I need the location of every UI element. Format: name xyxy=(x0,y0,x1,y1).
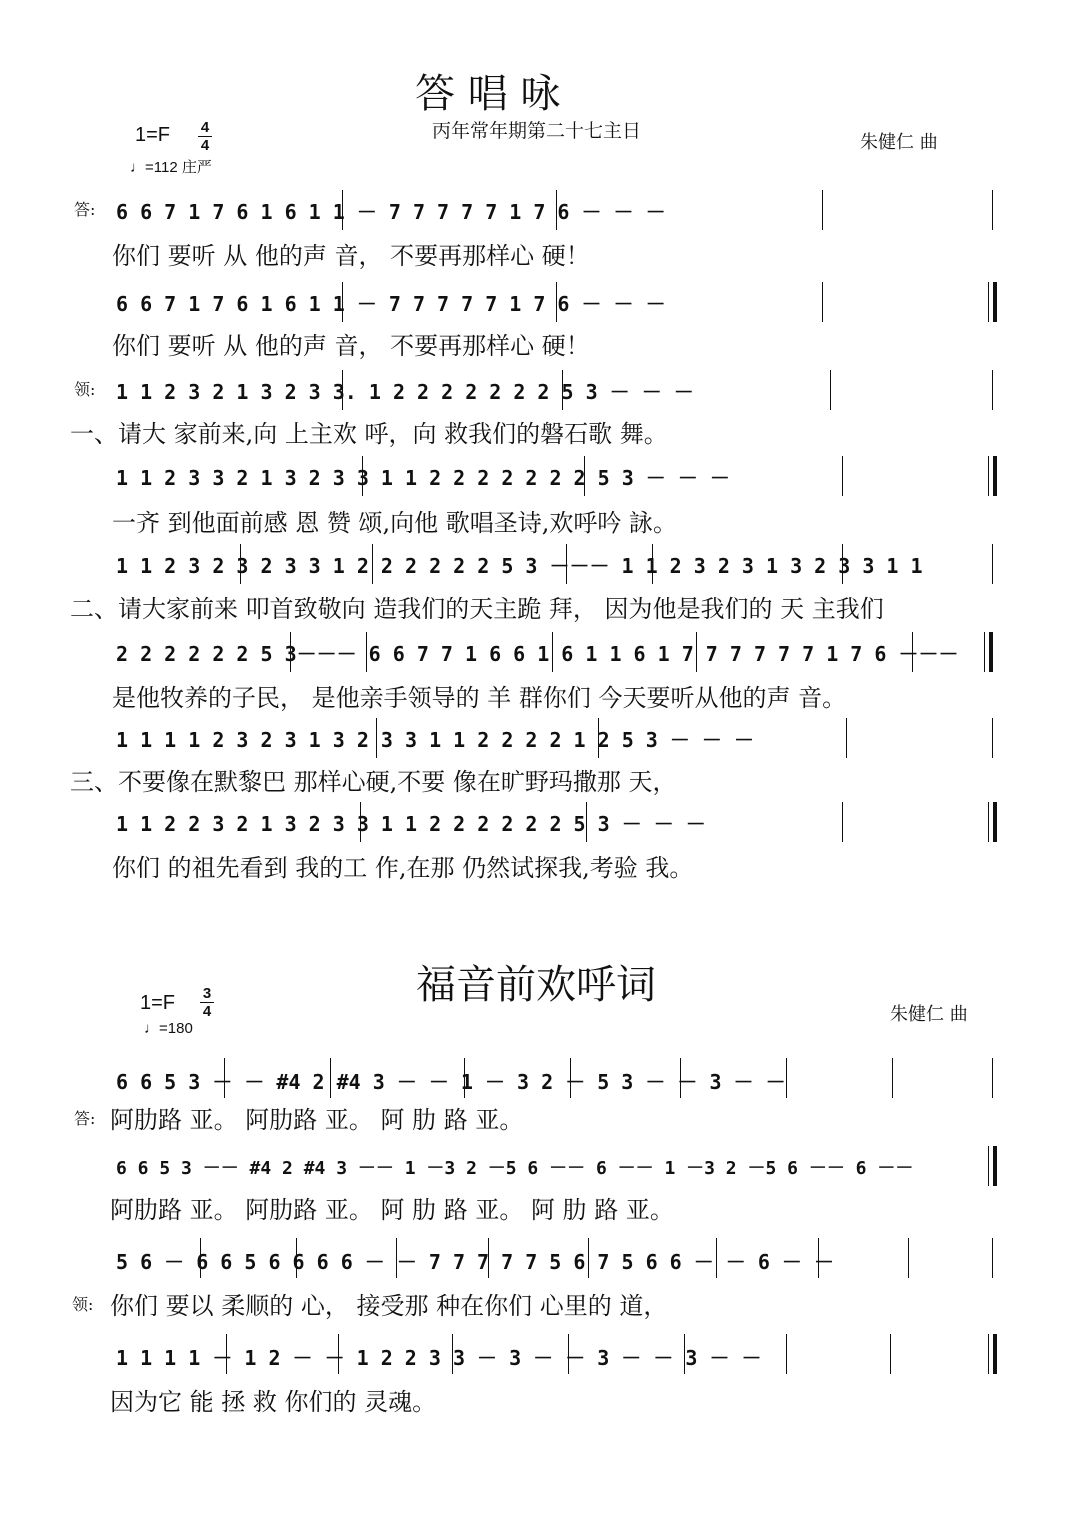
song1-key: 1=F xyxy=(135,124,171,146)
song1-composer: 朱健仁 曲 xyxy=(860,132,938,153)
lyric-line: 是他牧养的子民， 是他亲手领导的 羊 群你们 今天要听从他的声 音。 xyxy=(112,684,847,712)
lyric-line: 三、不要像在默黎巴 那样心硬,不要 像在旷野玛撒那 天， xyxy=(70,768,677,796)
notation-line: 5 6 － 6 6 5 6 6 6 6 － － 7 7 7 7 7 5 6 7 5 6 6 － － 6 － － xyxy=(116,1250,834,1274)
song1-tempo: ♩=112 庄严 xyxy=(130,159,212,176)
notation-line: 6 6 5 3 － － #4 2 #4 3 － － 1 － 3 2 － 5 3 － － 3 － － xyxy=(116,1070,786,1094)
notation-line: 1 1 2 3 3 2 1 3 2 3 3 1 1 2 2 2 2 2 2 2 5 3 － － － xyxy=(116,466,730,490)
lyric-line: 你们 要听 从 他的声 音， 不要再那样心 硬！ xyxy=(112,332,590,360)
notation-line: 2 2 2 2 2 2 5 3－－－ 6 6 7 7 1 6 6 1 6 1 1 6 1 7 7 7 7 7 7 1 7 6 －－－ xyxy=(116,642,959,666)
song1-time-signature xyxy=(198,120,212,153)
lyric-line: 一齐 到他面前感 恩 赞 颂,向他 歌唱圣诗,欢呼吟 詠。 xyxy=(112,509,678,537)
notation-line: 6 6 5 3 －－ #4 2 #4 3 －－ 1 －3 2 －5 6 －－ 6 －－ 1 －3 2 －5 6 －－ 6 －－ xyxy=(116,1158,914,1179)
notation-line: 1 1 2 3 2 1 3 2 3 3. 1 2 2 2 2 2 2 2 5 3 － － － xyxy=(116,380,694,404)
row-label: 答: xyxy=(74,1109,96,1128)
row-label: 领: xyxy=(74,380,96,399)
lyric-line: 你们 的祖先看到 我的工 作,在那 仍然试探我,考验 我。 xyxy=(112,854,694,882)
song2-time-top: 3 xyxy=(202,985,212,1002)
notation-line: 1 1 1 1 － 1 2 － － 1 2 2 3 3 － 3 － － 3 － － 3 － － xyxy=(116,1346,762,1370)
song2-title: 福音前欢呼词 xyxy=(416,962,656,1008)
lyric-line: 一、请大 家前来,向 上主欢 呼，向 救我们的磐石歌 舞。 xyxy=(70,420,668,448)
lyric-line: 阿肋路 亚。 阿肋路 亚。 阿 肋 路 亚。 阿 肋 路 亚。 xyxy=(110,1196,674,1224)
lyric-line: 你们 要听 从 他的声 音， 不要再那样心 硬！ xyxy=(112,242,590,270)
notation-line: 6 6 7 1 7 6 1 6 1 1 － 7 7 7 7 7 1 7 6 － － － xyxy=(116,292,666,316)
lyric-line: 你们 要以 柔顺的 心， 接受那 种在你们 心里的 道， xyxy=(110,1292,668,1320)
lyric-line: 二、请大家前来 叩首致敬向 造我们的天主跪 拜， 因为他是我们的 天 主我们 xyxy=(70,595,884,623)
notation-line: 1 1 2 3 2 3 2 3 3 1 2 2 2 2 2 2 5 3 －－－ 1 1 2 3 2 3 1 3 2 3 3 1 1 xyxy=(116,554,923,578)
lyric-line: 因为它 能 拯 救 你们的 灵魂。 xyxy=(110,1388,437,1416)
song1-time-bottom: 4 xyxy=(200,137,210,154)
song2-time-bottom: 4 xyxy=(202,1003,212,1020)
song2-key: 1=F xyxy=(140,992,176,1014)
song2-time-signature xyxy=(200,986,214,1019)
notation-line: 6 6 7 1 7 6 1 6 1 1 － 7 7 7 7 7 1 7 6 － － － xyxy=(116,200,666,224)
lyric-line: 阿肋路 亚。 阿肋路 亚。 阿 肋 路 亚。 xyxy=(110,1106,524,1134)
song1-subtitle: 丙年常年期第二十七主日 xyxy=(432,120,642,142)
song2-tempo: ♩=180 xyxy=(144,1020,193,1037)
song2-composer: 朱健仁 曲 xyxy=(890,1004,968,1025)
song1-time-top: 4 xyxy=(200,119,210,136)
row-label: 领: xyxy=(72,1295,94,1314)
notation-line: 1 1 1 1 2 3 2 3 1 3 2 3 3 1 1 2 2 2 2 1 2 5 3 － － － xyxy=(116,728,754,752)
row-label: 答: xyxy=(74,200,96,219)
notation-line: 1 1 2 2 3 2 1 3 2 3 3 1 1 2 2 2 2 2 2 5 3 － － － xyxy=(116,812,706,836)
song1-title: 答 唱 咏 xyxy=(415,71,561,117)
